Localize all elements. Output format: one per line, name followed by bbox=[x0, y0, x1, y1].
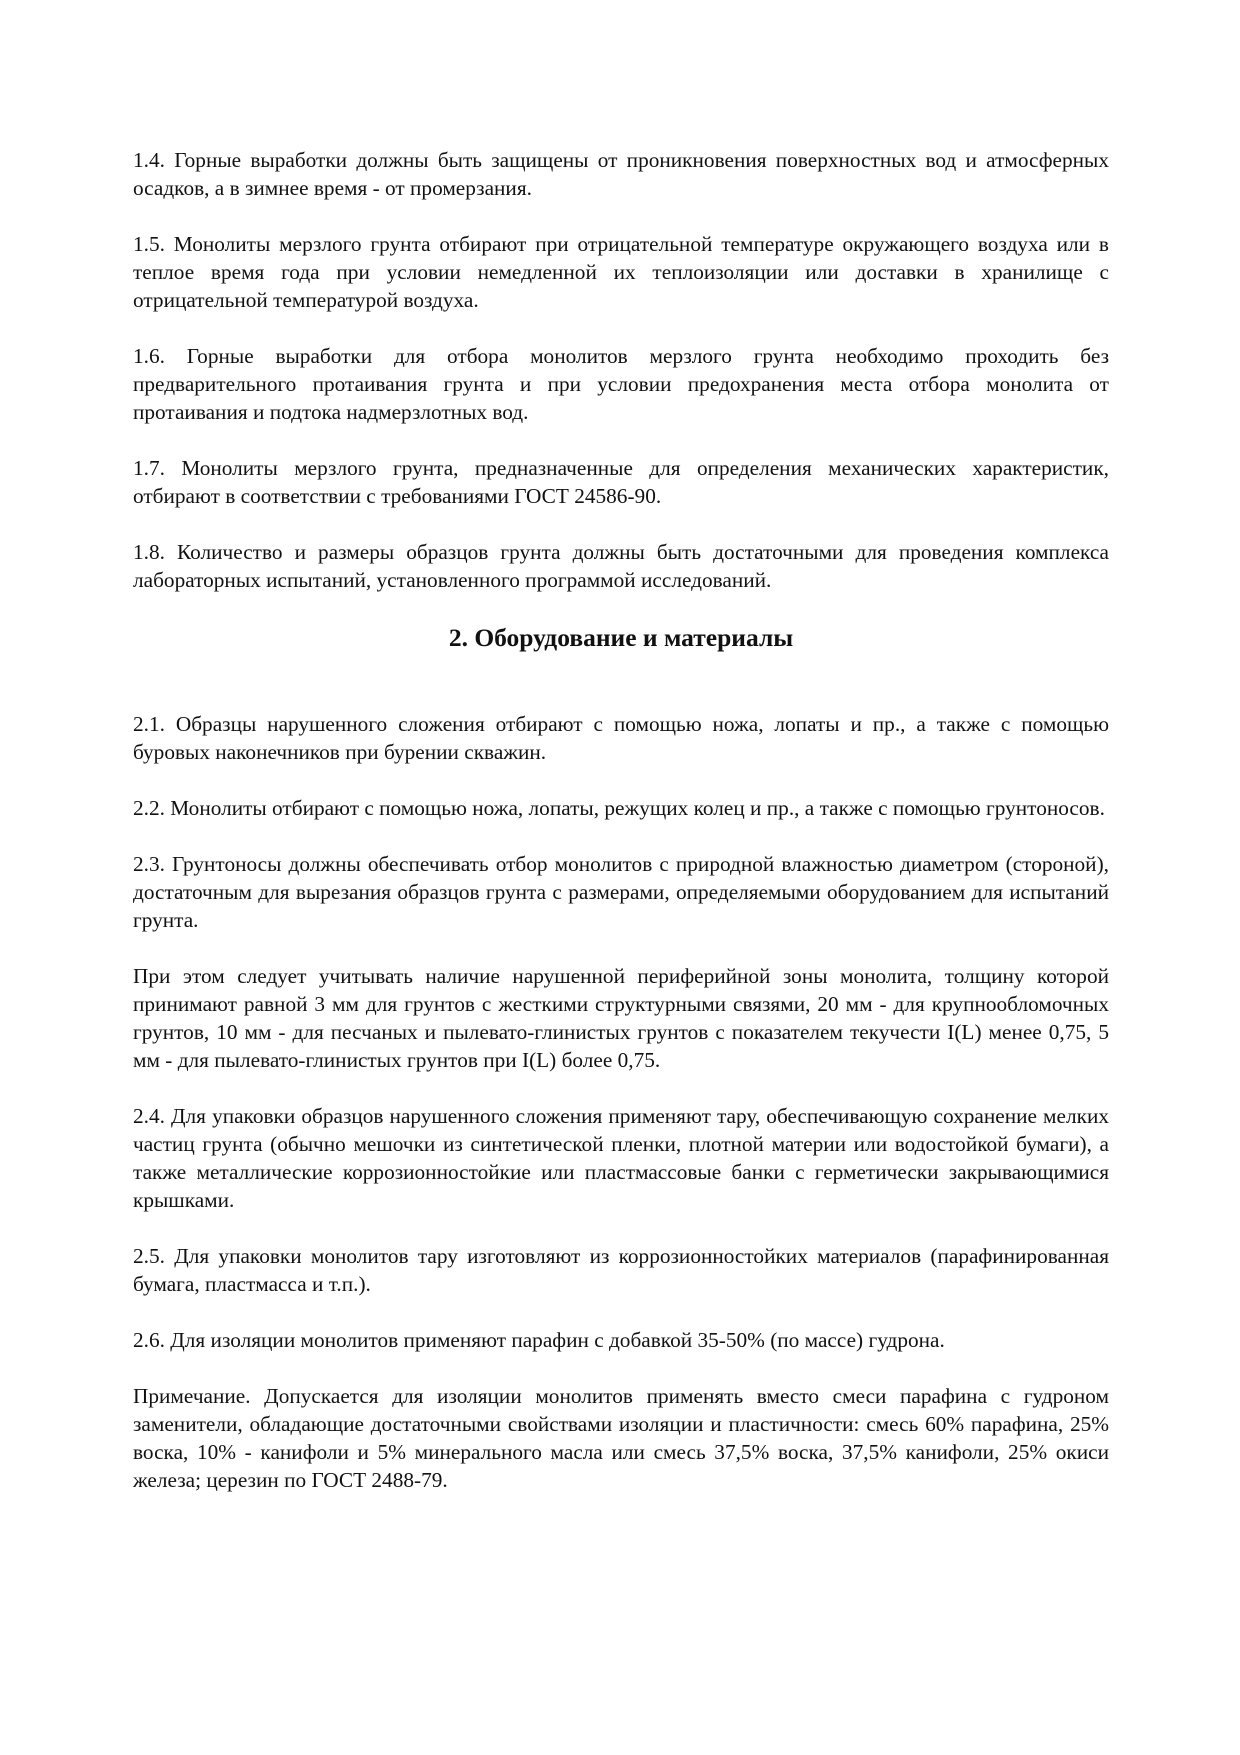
paragraph-1-4: 1.4. Горные выработки должны быть защищены от проникновения поверхностных вод и атмосферных осадков, а в зимнее время - от промерзания. bbox=[133, 148, 1109, 200]
paragraph-2-6: 2.6. Для изоляции монолитов применяют парафин с добавкой 35-50% (по массе) гудрона. bbox=[133, 1328, 945, 1352]
paragraph-1-5: 1.5. Монолиты мерзлого грунта отбирают при отрицательной температуре окружающего воздуха или в теплое время года при условии немедленной их теплоизоляции или доставки в хранилище с отрицательной температурой воздуха. bbox=[133, 232, 1109, 312]
paragraph-note: Примечание. Допускается для изоляции монолитов применять вместо смеси парафина с гудроном заменители, обладающие достаточными свойствами изоляции и пластичности: смесь 60% парафина, 25% воска, 10% - канифоли и 5% минерального масла или смесь 37,5% воска, 37,5% канифоли, 25% окиси железа; церезин по ГОСТ 2488-79. bbox=[133, 1384, 1109, 1492]
paragraph-2-5: 2.5. Для упаковки монолитов тару изготовляют из коррозионностойких материалов (парафинированная бумага, пластмасса и т.п.). bbox=[133, 1244, 1109, 1296]
paragraph-1-7: 1.7. Монолиты мерзлого грунта, предназначенные для определения механических характеристик, отбирают в соответствии с требованиями ГОСТ 24586-90. bbox=[133, 456, 1109, 508]
paragraph-2-1: 2.1. Образцы нарушенного сложения отбирают с помощью ножа, лопаты и пр., а также с помощью буровых наконечников при бурении скважин. bbox=[133, 712, 1109, 764]
paragraph-2-2: 2.2. Монолиты отбирают с помощью ножа, лопаты, режущих колец и пр., а также с помощью грунтоносов. bbox=[133, 796, 1105, 820]
paragraph-1-8: 1.8. Количество и размеры образцов грунта должны быть достаточными для проведения комплекса лабораторных испытаний, установленного программой исследований. bbox=[133, 540, 1109, 592]
document-page bbox=[133, 146, 1109, 1522]
paragraph-1-6: 1.6. Горные выработки для отбора монолитов мерзлого грунта необходимо проходить без предварительного протаивания грунта и при условии предохранения места отбора монолита от протаивания и подтока надмерзлотных вод. bbox=[133, 344, 1109, 424]
paragraph-2-3-continuation: При этом следует учитывать наличие нарушенной периферийной зоны монолита, толщину которой принимают равной 3 мм для грунтов с жесткими структурными связями, 20 мм - для крупнообломочных грунтов, 10 мм - для песчаных и пылевато-глинистых грунтов с показателем текучести I(L) менее 0,75, 5 мм - для пылевато-глинистых грунтов при I(L) более 0,75. bbox=[133, 964, 1109, 1072]
paragraph-2-4: 2.4. Для упаковки образцов нарушенного сложения применяют тару, обеспечивающую сохранение мелких частиц грунта (обычно мешочки из синтетической пленки, плотной материи или водостойкой бумаги), а также металлические коррозионностойкие или пластмассовые банки с герметически закрывающимися крышками. bbox=[133, 1104, 1109, 1212]
paragraph-2-3: 2.3. Грунтоносы должны обеспечивать отбор монолитов с природной влажностью диаметром (стороной), достаточным для вырезания образцов грунта с размерами, определяемыми оборудованием для испытаний грунта. bbox=[133, 852, 1109, 932]
section-2-heading: 2. Оборудование и материалы bbox=[448, 623, 794, 652]
